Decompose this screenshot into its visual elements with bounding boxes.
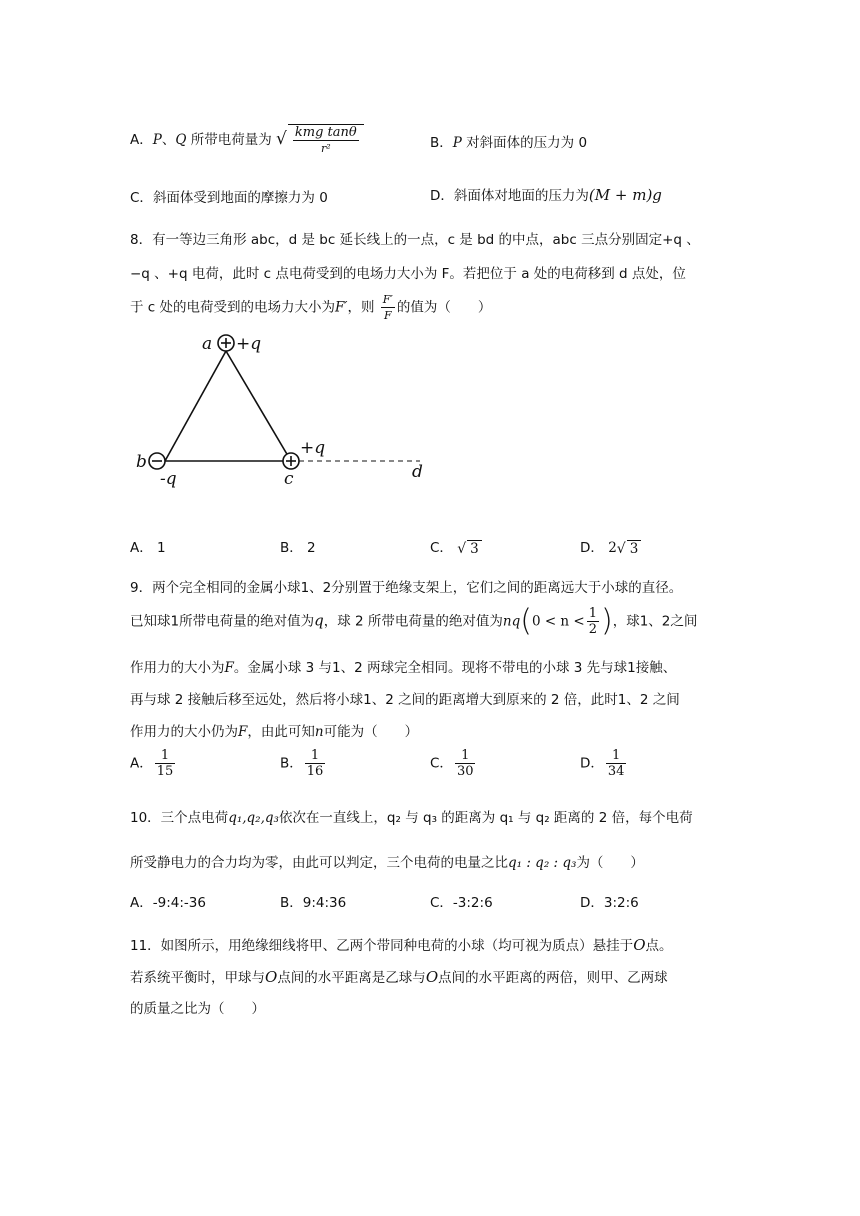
q9-option-b [280, 748, 327, 779]
q7-option-b-text: 对斜面体的压力为 0 [461, 135, 588, 151]
q9-line-2-text-a: 已知球1所带电荷量的绝对值为 [130, 613, 315, 630]
q8-ratio-fraction [381, 292, 395, 323]
q9-line-3-text-a: 作用力的大小为 [130, 660, 225, 676]
q8-option-d-value: 3 [627, 540, 642, 557]
q8-ratio-denominator: F [384, 309, 392, 322]
q9-var-n: n [314, 724, 324, 740]
q9-option-c-fraction [455, 748, 476, 779]
q7-option-a-var-p: P [152, 132, 162, 148]
q8-line-3-text-c: 的值为（ ） [396, 299, 492, 316]
q7-option-a-denominator: r² [320, 142, 331, 155]
q9-option-c-label: C． [430, 755, 453, 772]
q9-option-d-numerator: 1 [606, 748, 627, 764]
q9-line-1: 9．两个完全相同的金属小球1、2分别置于绝缘支架上，它们之间的距离远大于小球的直径。 [130, 580, 683, 596]
q8-triangle-figure [120, 325, 440, 490]
q9-var-f-2: F [238, 724, 248, 740]
q8-line-1: 8．有一等边三角形 abc，d 是 bc 延长线上的一点，c 是 bd 的中点，abc 三点分别固定+q 、 [130, 232, 700, 248]
q11-line-2-text-c: 点间的水平距离的两倍，则甲、乙两球 [438, 970, 668, 986]
q7-option-b [430, 131, 587, 151]
q11-point-o: O [633, 936, 646, 954]
q9-option-b-fraction [305, 748, 326, 779]
q9-var-q: q [314, 611, 324, 630]
q11-line-2-text-b: 点间的水平距离是乙球与 [277, 970, 426, 986]
q10-ratio: q₁ : q₂ : q₃ [508, 855, 577, 871]
label-d: d [412, 462, 423, 482]
q11-point-o-3: O [425, 968, 439, 986]
q7-option-b-label: B． [430, 135, 453, 151]
q7-option-a-sep: 、 [161, 132, 176, 148]
label-c: c [284, 469, 294, 489]
q9-line-3-text-b: 。金属小球 3 与1、2 两球完全相同。现将不带电的小球 3 先与球1接触、 [233, 660, 677, 676]
q10-charges: q₁,q₂,q₃ [228, 810, 279, 826]
q11-line-2 [130, 966, 668, 986]
q10-option-b: B．9:4:36 [280, 895, 347, 911]
q7-option-a-label: A． [130, 132, 153, 148]
q9-line-5-text-b: ，由此可知 [247, 724, 315, 740]
q11-line-3: 的质量之比为（ ） [130, 1001, 265, 1017]
q7-option-d-label: D． [430, 188, 454, 204]
q9-line-2: 已知球1所带电荷量的绝对值为q，球 2 所带电荷量的绝对值为nq(0 < n < $\frac{1}{2}$ )，球1、2之间 [130, 603, 698, 639]
label-a: a [202, 334, 213, 354]
label-b-charge: -q [160, 469, 177, 489]
label-c-charge: +q [300, 438, 326, 458]
q8-option-c-value: 3 [467, 540, 482, 557]
q9-option-d-denominator: 34 [607, 764, 625, 779]
q7-option-c-text: 斜面体受到地面的摩擦力为 0 [152, 190, 328, 206]
q9-line-2-text-c: ，球1、2之间 [612, 613, 698, 630]
q7-option-a-text: 所带电荷量为 [186, 132, 272, 148]
q10-line-1 [130, 806, 693, 826]
q9-half-numerator: 1 [588, 606, 597, 621]
q9-option-a-fraction [155, 748, 176, 779]
q10-line-1-text-b: 依次在一直线上，q₂ 与 q₃ 的距离为 q₁ 与 q₂ 距离的 2 倍，每个电荷 [278, 810, 693, 826]
q8-ratio-numerator: F′ [382, 293, 393, 306]
q9-option-a-denominator: 15 [156, 764, 174, 779]
q7-option-a-var-q: Q [175, 132, 187, 148]
q7-option-b-var: P [452, 135, 462, 151]
q9-var-f: F [224, 660, 234, 676]
q11-line-1 [130, 934, 673, 954]
q9-option-a-numerator: 1 [155, 748, 176, 764]
q9-option-b-numerator: 1 [305, 748, 326, 764]
q8-line-3-text-b: ，则 [347, 299, 375, 316]
q7-option-a-numerator: kmg tanθ [294, 125, 357, 140]
label-b: b [136, 452, 147, 472]
q11-line-1-text-b: 点。 [645, 938, 673, 954]
q9-option-d [580, 748, 628, 779]
q9-half-fraction [587, 606, 599, 637]
q9-line-5-text-a: 作用力的大小仍为 [130, 724, 238, 740]
q9-line-2-text-b: ，球 2 所带电荷量的绝对值为 [323, 613, 503, 630]
q10-line-2 [130, 851, 644, 871]
q8-option-d [580, 536, 641, 557]
q11-point-o-2: O [265, 968, 278, 986]
q9-line-3 [130, 656, 676, 676]
q8-option-c [430, 536, 482, 557]
q9-line-5 [130, 720, 418, 740]
q9-condition: 0 < n < [531, 613, 585, 630]
q7-option-a-sqrt: √ $\frac{\text{kmg tanθ}}{\text{r²}}$ [276, 124, 364, 156]
q8-option-d-sqrt: √ 3 [617, 540, 642, 557]
q8-line-2: −q 、+q 电荷，此时 c 点电荷受到的电场力大小为 F。若把位于 a 处的电荷移到 d 点处，位 [130, 266, 686, 282]
q10-line-2-text-b: 为（ ） [576, 855, 644, 871]
q8-option-d-coef: 2 [608, 540, 617, 556]
q9-option-d-fraction [606, 748, 627, 779]
q10-option-c: C．-3:2:6 [430, 895, 493, 911]
q7-option-d-expression: (M + m)g [588, 186, 662, 204]
q11-line-2-text-a: 若系统平衡时，甲球与 [130, 970, 265, 986]
q9-line-5-text-c: 可能为（ ） [323, 724, 419, 740]
q9-var-nq: nq [502, 613, 521, 630]
q10-line-1-text-a: 10．三个点电荷 [130, 810, 229, 826]
q8-f-prime: F′ [335, 299, 348, 316]
q8-option-a: A． 1 [130, 540, 166, 556]
q11-line-1-text-a: 11．如图所示，用绝缘细线将甲、乙两个带同种电荷的小球（均可视为质点）悬挂于 [130, 938, 634, 954]
q9-option-d-label: D． [580, 755, 604, 772]
label-a-charge: +q [236, 334, 262, 354]
q7-option-a-fraction [293, 125, 359, 156]
q9-option-c-numerator: 1 [455, 748, 476, 764]
q7-option-d [430, 184, 662, 204]
q10-option-a: A．-9:4:-36 [130, 895, 206, 911]
q8-option-b: B． 2 [280, 540, 316, 556]
q9-option-a-label: A． [130, 755, 153, 772]
q7-option-d-text: 斜面体对地面的压力为 [453, 188, 589, 204]
q7-option-a [130, 124, 364, 156]
q9-line-4: 再与球 2 接触后移至远处，然后将小球1、2 之间的距离增大到原来的 2 倍，此时1、2 之间 [130, 692, 680, 708]
q8-option-c-sqrt: √ 3 [457, 540, 482, 557]
q9-option-c [430, 748, 477, 779]
q7-option-c-label: C． [130, 190, 153, 206]
q9-option-b-denominator: 16 [306, 764, 324, 779]
q9-half-denominator: 2 [588, 622, 597, 637]
q9-option-a [130, 748, 177, 779]
q10-option-d: D．3:2:6 [580, 895, 639, 911]
q9-option-b-label: B． [280, 755, 303, 772]
q8-line-3 [130, 292, 491, 323]
edge-ab [165, 351, 226, 461]
q7-option-c [130, 186, 328, 206]
q8-option-c-label: C． [430, 540, 453, 556]
q9-option-c-denominator: 30 [456, 764, 474, 779]
q8-line-3-text-a: 于 c 处的电荷受到的电场力大小为 [130, 299, 336, 316]
q10-line-2-text-a: 所受静电力的合力均为零，由此可以判定，三个电荷的电量之比 [130, 855, 508, 871]
edge-ac [226, 351, 291, 461]
q8-option-d-label: D． [580, 540, 604, 556]
